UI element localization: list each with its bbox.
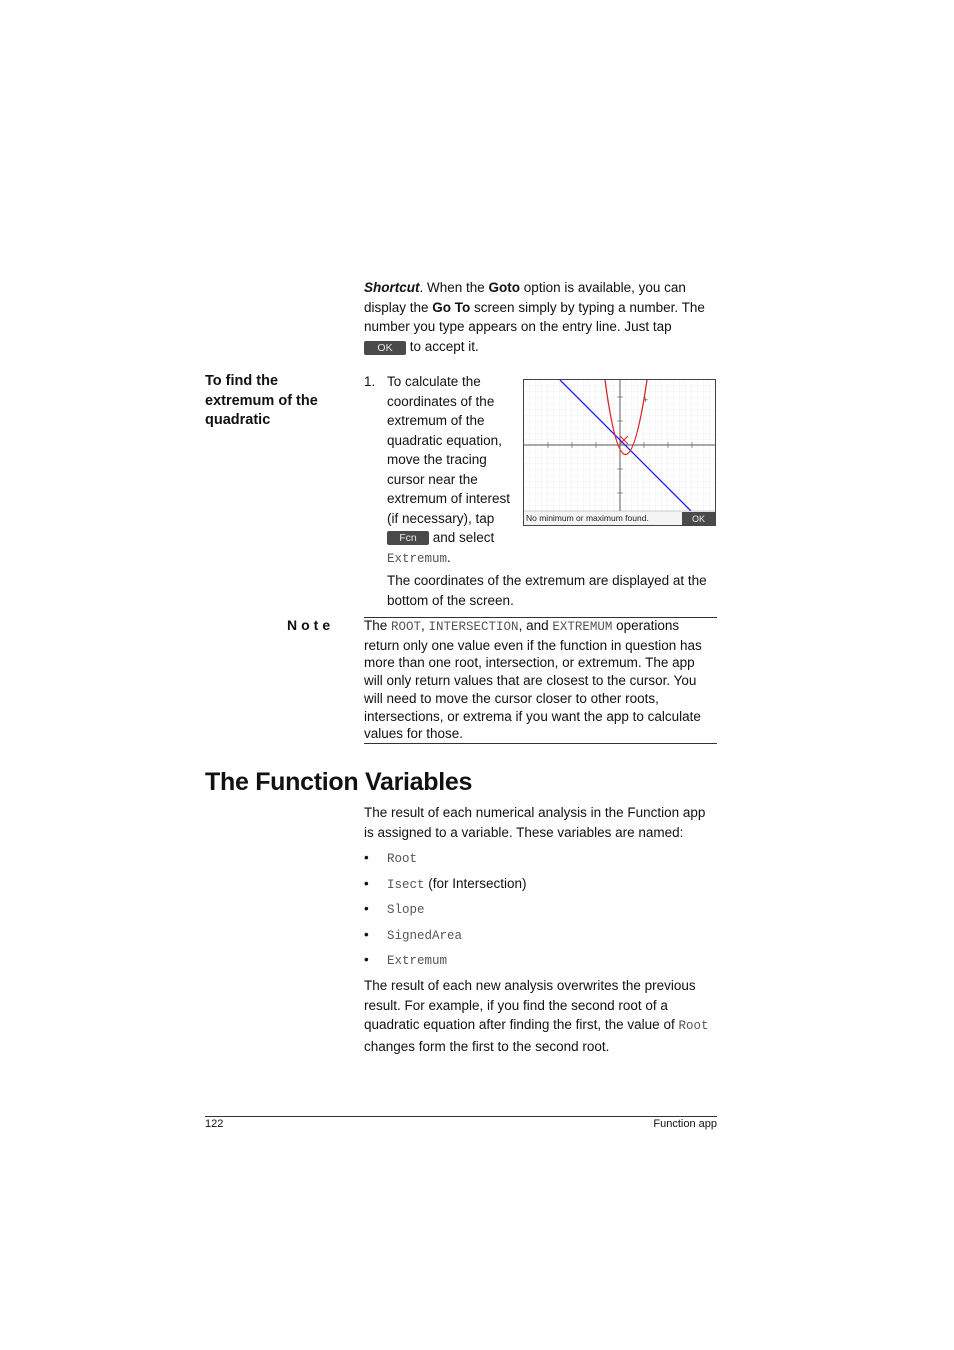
list-item: • Isect (for Intersection) <box>364 874 718 900</box>
variable-name: Root <box>387 852 418 866</box>
variables-intro: The result of each numerical analysis in the Function app is assigned to a variable. These variables are named: <box>364 805 706 840</box>
step-text: To calculate the coordinates of the extremum of the quadratic equation, move the tracing cursor near the extremum of interest (if necessary), tap Fcn and select Extremum. <box>387 374 511 566</box>
goto-screen: Go To <box>432 299 471 315</box>
list-item: • Root <box>364 848 718 874</box>
fcn-key[interactable]: Fcn <box>387 531 429 545</box>
closing-paragraph: The result of each new analysis overwrites the previous result. For example, if you find the second root of a quadratic equation after finding the first, the value of Root changes form the first to the second root. <box>364 978 709 1054</box>
extremum-op: EXTREMUM <box>552 620 613 634</box>
variable-name: SignedArea <box>387 928 463 943</box>
svg-text:+: + <box>643 395 649 405</box>
result-text: The coordinates of the extremum are displayed at the bottom of the screen. <box>387 573 707 608</box>
root-variable: Root <box>678 1019 709 1033</box>
variable-note: (for Intersection) <box>424 875 527 891</box>
ok-key[interactable]: OK <box>364 341 406 355</box>
list-item: • SignedArea <box>364 925 718 951</box>
graph-plot <box>523 379 716 526</box>
calc-message: No minimum or maximum found. <box>526 513 649 523</box>
shortcut-paragraph: Shortcut. When the Goto option is available, you can display the Go To screen simply by typing a number. The number you type appears on the entry line. Just tap OK to accept it. <box>364 280 705 354</box>
note-body: The ROOT, INTERSECTION, and EXTREMUM operations return only one value even if the function in question has more than one root, intersection, or extremum. The app will only return values that are closest to the cursor. You will need to move the cursor closer to other roots, intersections, or extrema if you want the app to calculate values for those. <box>364 618 702 742</box>
list-item: • Slope <box>364 899 718 925</box>
footer-section: Function app <box>653 1118 717 1130</box>
calc-ok-label: OK <box>691 514 706 524</box>
intersection-op: INTERSECTION <box>428 620 519 634</box>
extremum-side-heading: To find the extremum of the quadratic <box>205 373 318 428</box>
step-number: 1. <box>364 374 376 389</box>
list-item: • Extremum <box>364 950 718 976</box>
variable-name: Isect <box>387 877 425 892</box>
variable-name: Slope <box>387 903 425 918</box>
section-heading: The Function Variables <box>205 768 473 796</box>
calculator-screen <box>523 379 716 526</box>
page-number: 122 <box>205 1118 224 1130</box>
shortcut-label: Shortcut <box>364 280 420 295</box>
footer-rule <box>205 1116 717 1117</box>
note-bottom-rule <box>364 743 717 744</box>
note-label: Note <box>287 617 335 633</box>
goto-option: Goto <box>488 280 521 295</box>
variable-name: Extremum <box>387 954 448 969</box>
root-op: ROOT <box>391 620 422 634</box>
extremum-menu-item: Extremum <box>387 551 448 566</box>
variables-list <box>364 848 718 976</box>
